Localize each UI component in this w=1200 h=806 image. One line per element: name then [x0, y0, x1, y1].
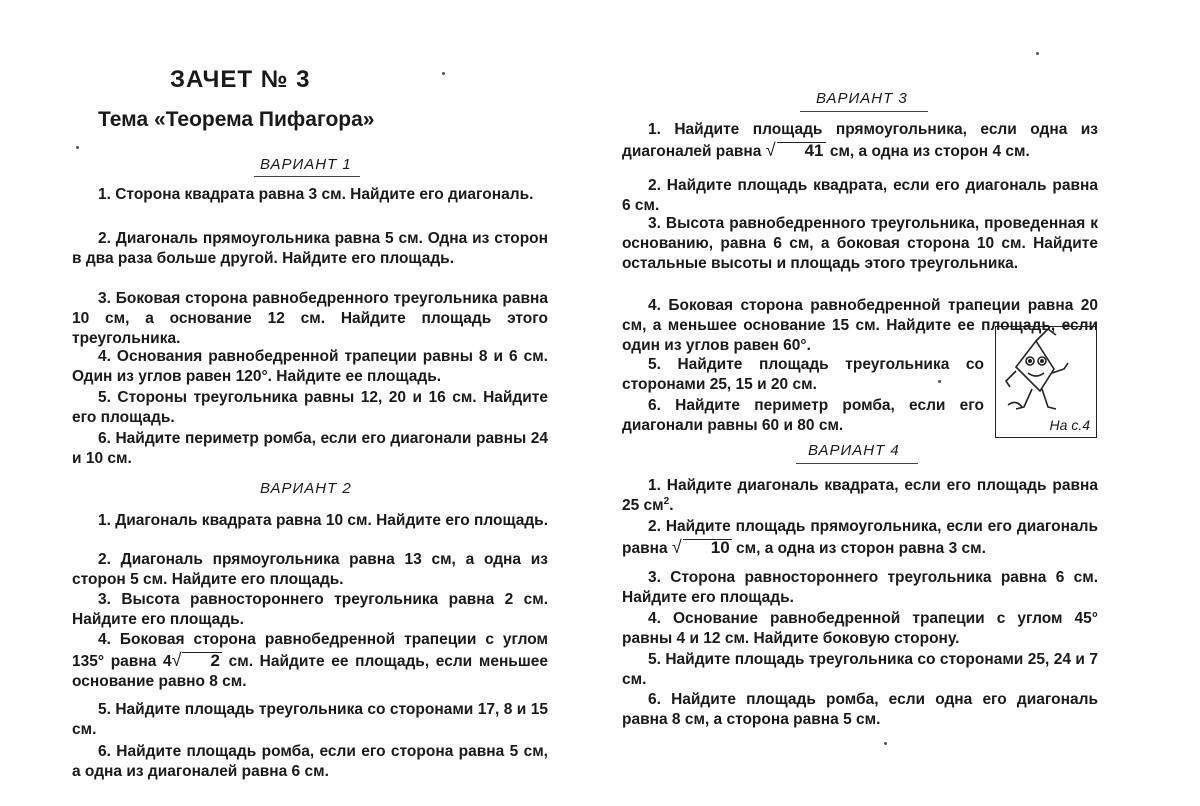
- page-title: ЗАЧЕТ № 3: [170, 66, 311, 93]
- variant-2-task-6: 6. Найдите площадь ромба, если его сторона равна 5 см, а одна из диагоналей равна 6 см.: [72, 743, 548, 780]
- scan-speck: [442, 72, 445, 75]
- variant-3-task-6: 6. Найдите периметр ромба, если его диагонали равны 60 и 80 см.: [622, 397, 984, 434]
- variant-3-task-3: 3. Высота равнобедренного треугольника, проведенная к основанию, равна 6 см, а боковая сторона 10 см. Найдите остальные высоты и площадь этого треугольника.: [622, 215, 1098, 272]
- variant-1-underline: [254, 176, 360, 177]
- variant-4-task-2: 2. Найдите площадь прямоугольника, если его диагональ равна √ 10 см, а одна из сторон равна 3 см.: [622, 518, 1098, 557]
- variant-1-task-1: 1. Сторона квадрата равна 3 см. Найдите его диагональ.: [98, 186, 534, 203]
- variant-4-task-4: 4. Основание равнобедренной трапеции с углом 45° равны 4 и 12 см. Найдите боковую сторону.: [622, 610, 1098, 647]
- variant-1-task-3: 3. Боковая сторона равнобедренного треугольника равна 10 см, а основание 12 см. Найдите площадь этого треугольника.: [72, 290, 548, 347]
- variant-3-task-5: 5. Найдите площадь треугольника со сторонами 25, 15 и 20 см.: [622, 356, 984, 393]
- cartoon-figure-box: [995, 326, 1097, 438]
- variant-3-task-1: 1. Найдите площадь прямоугольника, если одна из диагоналей равна √ 41 см, а одна из сторон 4 см.: [622, 121, 1098, 160]
- variant-4-task-1: 1. Найдите диагональ квадрата, если его площадь равна 25 $см^2$.: [622, 477, 1098, 514]
- scan-speck: [76, 146, 79, 149]
- variant-2-task-1: 1. Диагональ квадрата равна 10 см. Найдите его площадь.: [98, 512, 549, 529]
- variant-1-task-4: 4. Основания равнобедренной трапеции равны 8 и 6 см. Один из углов равен 120°. Найдите ее площадь.: [72, 348, 548, 385]
- variant-2-task-4: 4. Боковая сторона равнобедренной трапеции с углом 135° равна 4√ 2 см. Найдите ее площадь, если меньшее основание равно 8 см.: [72, 631, 548, 690]
- scan-speck: [1036, 52, 1039, 55]
- variant-3-heading: ВАРИАНТ 3: [816, 90, 908, 107]
- variant-4-task-6: 6. Найдите площадь ромба, если одна его диагональ равна 8 см, а сторона равна 5 см.: [622, 691, 1098, 728]
- variant-4-task-3: 3. Сторона равностороннего треугольника равна 6 см. Найдите его площадь.: [622, 569, 1098, 606]
- variant-4-heading: ВАРИАНТ 4: [808, 442, 900, 459]
- variant-2-heading: ВАРИАНТ 2: [260, 480, 352, 497]
- variant-1-task-2: 2. Диагональ прямоугольника равна 5 см. Одна из сторон в два раза больше другой. Найдите его площадь.: [72, 230, 548, 267]
- variant-2-task-2: 2. Диагональ прямоугольника равна 13 см, а одна из сторон 5 см. Найдите его площадь.: [72, 551, 548, 588]
- variant-1-task-6: 6. Найдите периметр ромба, если его диагонали равны 24 и 10 см.: [72, 430, 548, 467]
- variant-3-task-2: 2. Найдите площадь квадрата, если его диагональ равна 6 см.: [622, 177, 1098, 214]
- variant-3-task-4: 4. Боковая сторона равнобедренной трапеции равна 20 см, а меньшее основание 15 см. Найдите ее площадь, если один из углов равен 60°.: [622, 297, 1098, 354]
- variant-2-task-3: 3. Высота равностороннего треугольника равна 2 см. Найдите его площадь.: [72, 591, 548, 628]
- variant-2-task-5: 5. Найдите площадь треугольника со сторонами 17, 8 и 15 см.: [72, 701, 548, 738]
- variant-1-task-5: 5. Стороны треугольника равны 12, 20 и 16 см. Найдите его площадь.: [72, 389, 548, 426]
- topic-heading: Тема «Теорема Пифагора»: [98, 108, 375, 131]
- variant-1-heading: ВАРИАНТ 1: [260, 156, 352, 173]
- figure-caption: На с.4: [1049, 417, 1090, 433]
- variant-4-underline: [796, 463, 918, 464]
- scan-speck: [884, 742, 887, 745]
- scan-speck: [938, 380, 941, 383]
- variant-3-underline: [800, 111, 928, 112]
- variant-4-task-5: 5. Найдите площадь треугольника со сторонами 25, 24 и 7 см.: [622, 651, 1098, 688]
